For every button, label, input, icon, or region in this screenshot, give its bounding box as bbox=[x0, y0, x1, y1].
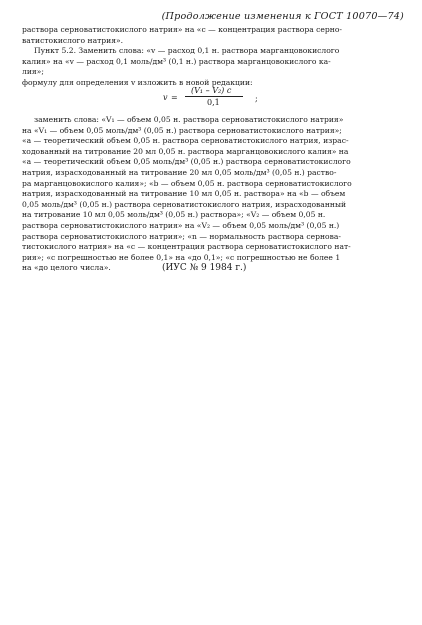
paragraph-replacements bbox=[22, 115, 402, 274]
text-line: рия»; «с погрешностью не более 0,1» на «до 0,1»; «с погрешностью не более 1 bbox=[22, 252, 341, 262]
text-line: «a — теоретический объем 0,05 н. раствора серноватистокислого натрия, израс- bbox=[22, 136, 349, 146]
formula-semicolon: ; bbox=[255, 94, 258, 103]
text-line: натрия, израсходованный на титрование 20 мл 0,05 моль/дм³ (0,05 н.) раство- bbox=[22, 167, 337, 177]
paragraph-intro bbox=[22, 25, 402, 46]
formula bbox=[163, 86, 283, 112]
source-reference: (ИУС № 9 1984 г.) bbox=[162, 263, 247, 273]
text-line: на титрование 10 мл 0,05 моль/дм³ (0,05 н.) раствора»; «V₂ — объем 0,05 н. bbox=[22, 210, 326, 220]
text-line: «a — теоретический объем 0,05 моль/дм³ (0,05 н.) раствора серноватистокислого bbox=[22, 157, 351, 167]
text-line: ватистокислого натрия». bbox=[22, 35, 124, 45]
text-line: натрия, израсходованный на титрование 10 мл 0,05 н. раствора» на «b — объем bbox=[22, 189, 346, 199]
text-line: тистокислого натрия» на «c — концентрация раствора серноватистокислого нат- bbox=[22, 242, 351, 252]
text-line: Пункт 5.2. Заменить слова: «v — расход 0,1 н. раствора марганцовокислого bbox=[34, 46, 340, 55]
text-line: лия»; bbox=[22, 67, 44, 77]
formula-lhs: v bbox=[163, 93, 168, 102]
text-line: раствора серноватистокислого натрия» на «c — концентрация раствора серно- bbox=[22, 25, 342, 34]
formula-numerator: (V₁ – V₂) c bbox=[191, 86, 232, 95]
fraction-bar bbox=[185, 96, 243, 97]
formula-equals: = bbox=[171, 93, 178, 102]
formula-intro: формулу для определения v изложить в новой редакции: bbox=[22, 78, 253, 87]
text-line: на «V₁ — объем 0,05 моль/дм³ (0,05 н.) раствора серноватистокислого натрия»; bbox=[22, 125, 342, 135]
text-line: на «до целого числа». bbox=[22, 263, 111, 273]
text-line: ра марганцовокислого калия»; «b — объем 0,05 н. раствора серноватистокислого bbox=[22, 178, 352, 188]
text-line: ходованный на титрование 20 мл 0,05 н. раствора марганцовокислого калия» на bbox=[22, 146, 349, 156]
formula-denominator: 0,1 bbox=[207, 98, 220, 107]
continuation-header: (Продолжение изменения к ГОСТ 10070—74) bbox=[161, 11, 404, 22]
text-line: заменить слова: «V₁ — объем 0,05 н. раствора серноватистокислого натрия» bbox=[34, 115, 344, 124]
text-line: раствора серноватистокислого натрия»; «n — нормальность раствора серновa- bbox=[22, 231, 341, 241]
text-line: 0,05 моль/дм³ (0,05 н.) раствора серноватистокислого натрия, израсходованный bbox=[22, 199, 347, 209]
paragraph-clause-5-2 bbox=[22, 46, 402, 78]
text-line: калия» на «v — расход 0,1 моль/дм³ (0,1 н.) раствора марганцовокислого ка- bbox=[22, 56, 331, 66]
text-line: раствора серноватистокислого натрия» на «V₂ — объем 0,05 моль/дм³ (0,05 н.) bbox=[22, 220, 340, 230]
